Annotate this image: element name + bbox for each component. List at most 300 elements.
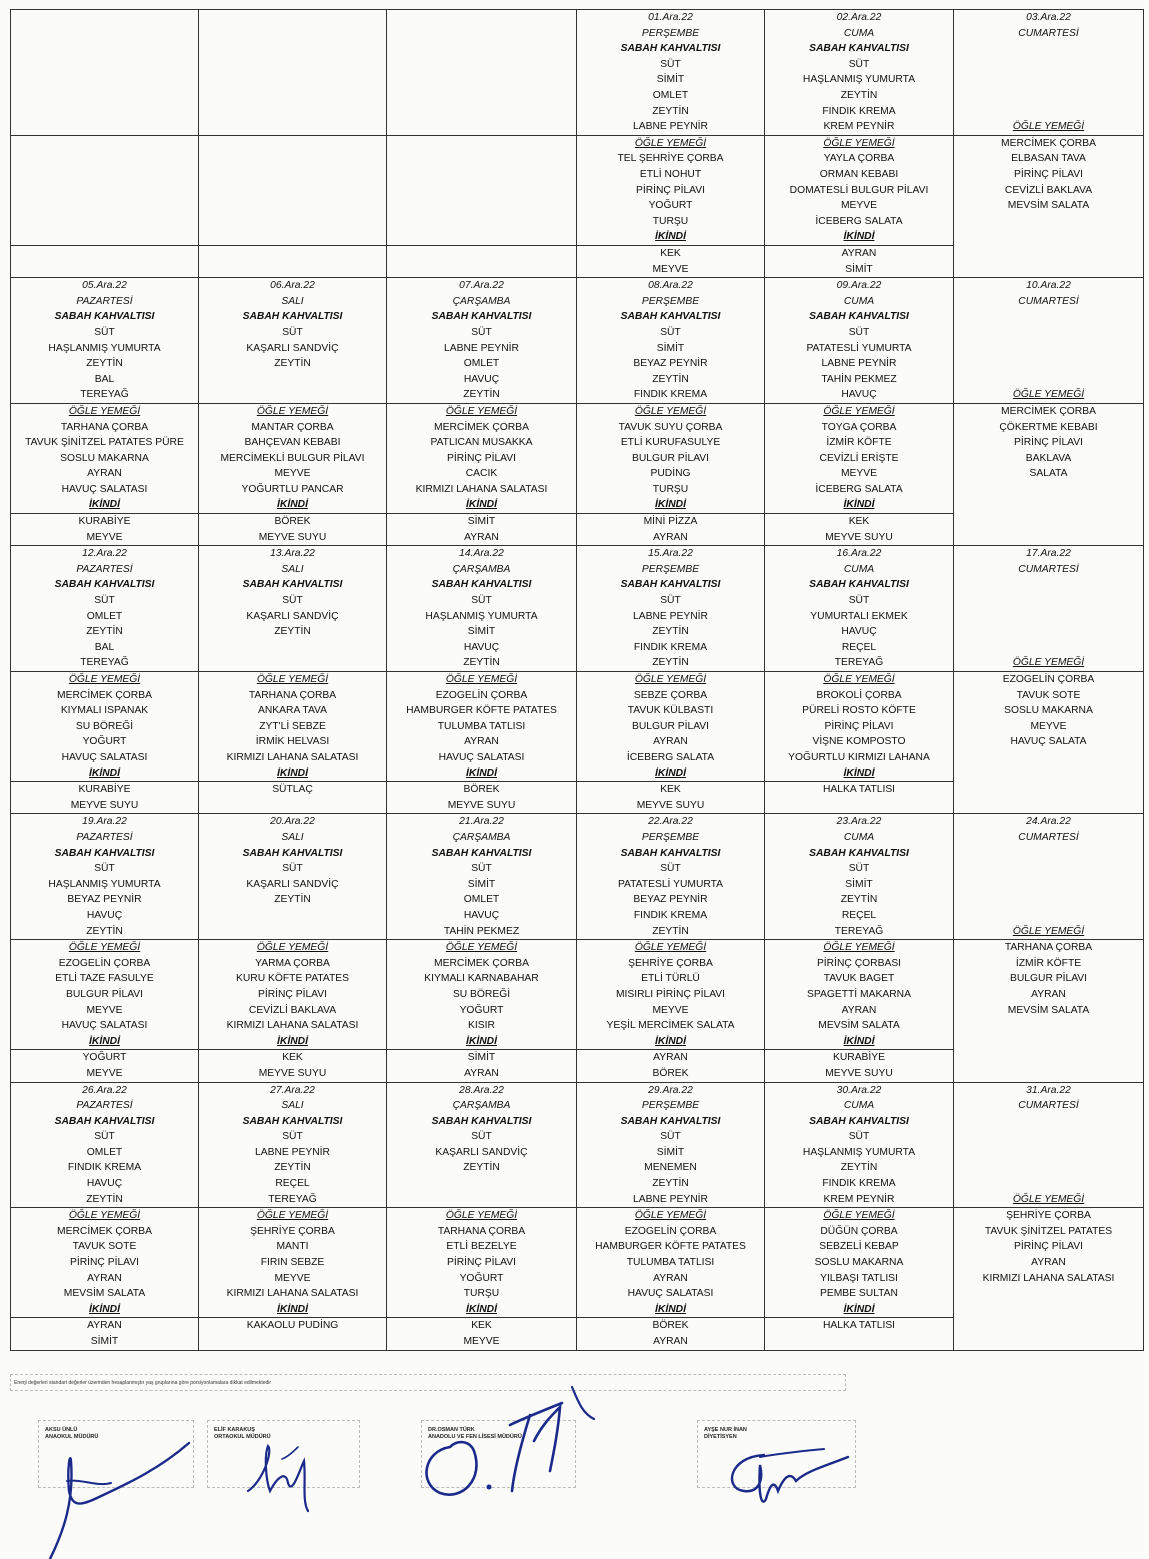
menu-item: KURABİYE [78,516,131,528]
menu-item: ŞEHRİYE ÇORBA [250,1225,335,1237]
menu-item: KEK [660,247,681,259]
menu-item: AYRAN [841,1004,877,1016]
menu-item: PİRİNÇ PİLAVI [1013,1241,1084,1253]
menu-item: PİRİNÇ ÇORBASI [816,957,902,969]
week-row [11,278,1144,404]
menu-item: MEVSİM SALATA [818,1020,900,1032]
day-snack-cell [577,782,765,814]
menu-item: MEVSİM SALATA [1007,1004,1090,1016]
menu-item: KEK [660,784,681,796]
menu-item: MEYVE [86,1004,123,1016]
lunch-heading: ÖĞLE YEMEĞİ [1012,389,1085,401]
lunch-heading: ÖĞLE YEMEĞİ [68,1210,141,1222]
day-breakfast-cell [199,1082,387,1208]
menu-item: HAVUÇ SALATASI [61,483,148,495]
menu-item: FIRIN SEBZE [260,1257,325,1269]
menu-item: MEYVE SUYU [258,1067,327,1079]
signer-title: ORTAOKUL MÜDÜRÜ [214,1433,271,1440]
day-lunch-cell [577,672,765,782]
menu-item: ZEYTİN [463,389,500,401]
menu-item: ETLİ TÜRLÜ [641,973,700,985]
menu-item: TOYGA ÇORBA [821,421,897,433]
menu-item: MEVSİM SALATA [63,1288,146,1300]
date-label: 26.Ara.22 [82,1084,127,1096]
lunch-heading: ÖĞLE YEMEĞİ [1012,925,1085,937]
day-breakfast-cell [765,814,954,940]
menu-item: HAVUÇ [841,626,877,638]
week-row-lunch [11,940,1144,1050]
menu-item: KEK [282,1052,303,1064]
menu-item: SÜT [660,1131,681,1143]
menu-item: AYRAN [87,1320,122,1332]
lunch-heading: ÖĞLE YEMEĞİ [445,942,518,954]
menu-item: OMLET [652,89,689,101]
date-label: 29.Ara.22 [648,1084,693,1096]
breakfast-heading: SABAH KAHVALTISI [242,847,343,859]
day-breakfast-cell [954,278,1144,404]
menu-item: KIYMALI ISPANAK [60,705,149,717]
day-breakfast-cell [387,278,577,404]
menu-item: SÜTLAÇ [272,784,313,796]
date-label: 09.Ara.22 [836,280,882,292]
menu-item: ZEYTİN [86,358,123,370]
breakfast-heading: SABAH KAHVALTISI [620,43,721,55]
menu-item: TARHANA ÇORBA [437,1225,526,1237]
menu-item: BÖREK [463,784,500,796]
menu-item: ZEYTİN [86,925,123,937]
day-lunch-cell [765,403,954,513]
day-lunch-cell [577,1208,765,1318]
snack-heading: İKİNDİ [466,1035,497,1047]
day-breakfast-cell [11,10,199,136]
snack-heading: İKİNDİ [277,499,308,511]
menu-item: SÜT [848,1131,870,1143]
menu-item: SİMİT [90,1336,119,1348]
spacer [954,1114,1143,1192]
breakfast-heading: SABAH KAHVALTISI [54,847,155,859]
day-snack-cell [11,245,199,277]
menu-item: HAŞLANMIŞ YUMURTA [802,1146,916,1158]
menu-item: SÜT [94,326,115,338]
menu-item: ZEYTİN [463,657,500,669]
week-row-lunch [11,135,1144,245]
day-name: PAZARTESİ [76,831,133,843]
day-lunch-cell [954,403,1144,545]
day-snack-cell [199,1318,387,1350]
menu-item: KEK [848,516,870,528]
menu-item: TAHİN PEKMEZ [443,925,520,937]
menu-item: HAVUÇ [463,641,500,653]
day-name: SALI [281,831,304,843]
menu-item: AYRAN [464,531,499,543]
day-name: ÇARŞAMBA [452,295,511,307]
day-lunch-cell [11,403,199,513]
lunch-heading: ÖĞLE YEMEĞİ [68,405,141,417]
day-breakfast-cell [954,10,1144,136]
menu-item: TARHANA ÇORBA [248,689,337,701]
menu-item: YOĞURT [459,1272,504,1284]
energy-note: Enerji değerleri standart değerler üzerinden hesaplanmıştır yaş gruplarına göre porsiyonlamalara dikkat edilmektedir [10,1374,846,1391]
day-breakfast-cell [765,546,954,672]
menu-item: YOĞURT [459,1004,504,1016]
week-row-lunch [11,403,1144,513]
menu-item: ANKARA TAVA [257,705,328,717]
day-name: CUMA [843,295,875,307]
menu-item: MİNİ PİZZA [643,516,698,528]
date-label: 01.Ara.22 [648,12,693,23]
breakfast-heading: SABAH KAHVALTISI [809,579,909,591]
breakfast-heading: SABAH KAHVALTISI [620,579,721,591]
day-breakfast-cell [577,814,765,940]
menu-item: MERCİMEK ÇORBA [1001,137,1096,149]
week-row-lunch [11,1208,1144,1318]
menu-item: TAVUK KÜLBASTI [627,705,714,717]
day-breakfast-cell [199,546,387,672]
menu-item: TEREYAĞ [834,925,884,937]
day-name: PERŞEMBE [641,831,700,843]
menu-item: KAŞARLI SANDVİÇ [246,342,339,354]
lunch-heading: ÖĞLE YEMEĞİ [823,137,895,149]
day-name: PAZARTESİ [76,295,133,307]
menu-item: BEYAZ PEYNİR [633,358,708,370]
date-label: 10.Ara.22 [1026,280,1071,292]
snack-heading: İKİNDİ [466,499,497,511]
menu-item: AYRAN [464,1067,499,1079]
day-lunch-cell [387,135,577,245]
menu-item: EZOGELİN ÇORBA [624,1225,717,1237]
menu-item: EZOGELİN ÇORBA [1002,674,1095,686]
menu-item: CEVİZLİ ERİŞTE [819,452,899,464]
menu-item: MEYVE [274,1272,311,1284]
handwritten-signature [422,1421,577,1489]
day-snack-cell [577,1050,765,1082]
snack-heading: İKİNDİ [89,1035,120,1047]
menu-item: HAVUÇ SALATASI [627,1288,714,1300]
day-name: SALI [281,563,304,575]
menu-item: BEYAZ PEYNİR [67,894,142,906]
menu-item: LABNE PEYNİR [633,121,708,133]
menu-item: REÇEL [841,909,877,921]
menu-item: SEBZE ÇORBA [633,689,708,701]
day-breakfast-cell [954,814,1144,940]
menu-item: YOĞURT [82,736,127,748]
day-name: PERŞEMBE [641,295,700,307]
menu-item: SÜT [848,326,870,338]
menu-item: PİRİNÇ PİLAVI [446,1257,517,1269]
day-snack-cell [387,514,577,546]
day-name: CUMA [843,563,875,575]
menu-item: ŞEHRİYE ÇORBA [1006,1210,1091,1222]
week-row [11,546,1144,672]
menu-item: TULUMBA TATLISI [437,720,526,732]
day-lunch-cell [199,135,387,245]
menu-item: AYRAN [653,1272,688,1284]
menu-item: MANTI [276,1241,309,1253]
menu-item: YOĞURT [648,200,693,212]
date-label: 14.Ara.22 [459,548,504,560]
spacer [954,309,1143,387]
menu-item: SİMİT [845,263,873,275]
lunch-heading: ÖĞLE YEMEĞİ [445,674,518,686]
menu-item: PİRİNÇ PİLAVI [257,988,328,1000]
menu-item: SÜT [471,863,492,875]
menu-item: SEBZELİ KEBAP [819,1241,899,1253]
menu-item: MEYVE [86,1067,123,1079]
menu-item: AYRAN [87,468,122,480]
breakfast-heading: SABAH KAHVALTISI [54,579,155,591]
day-snack-cell [765,1050,954,1082]
date-label: 07.Ara.22 [459,280,504,292]
menu-item: BAL [94,641,115,653]
menu-item: MEYVE SUYU [70,799,139,811]
day-name: CUMARTESİ [1018,1100,1079,1112]
menu-item: TURŞU [652,215,689,227]
menu-item: SOSLU MAKARNA [1004,705,1093,717]
day-name: CUMARTESİ [1018,831,1079,843]
day-lunch-cell [765,940,954,1050]
menu-item: PATLICAN MUSAKKA [430,437,533,449]
menu-item: TEREYAĞ [80,389,129,401]
menu-item: DÜĞÜN ÇORBA [820,1225,898,1237]
lunch-heading: ÖĞLE YEMEĞİ [634,674,707,686]
breakfast-heading: SABAH KAHVALTISI [809,311,909,323]
menu-item: ZEYTİN [274,1162,311,1174]
menu-item: AYRAN [653,1052,688,1064]
menu-item: SİMİT [845,878,873,890]
lunch-heading: ÖĞLE YEMEĞİ [256,674,329,686]
menu-item: YILBAŞI TATLISI [820,1272,898,1284]
day-snack-cell [11,514,199,546]
menu-item: YUMURTALI EKMEK [810,610,908,622]
menu-item: TAVUK SOTE [1016,689,1081,701]
menu-item: ORMAN KEBABI [819,168,899,180]
menu-item: BULGUR PİLAVI [631,452,710,464]
menu-item: HAVUÇ SALATASI [61,752,148,763]
day-snack-cell [577,1318,765,1350]
menu-item: REÇEL [841,641,877,653]
menu-item: OMLET [86,610,123,622]
menu-item: REÇEL [275,1178,310,1190]
menu-item: MERCİMEK ÇORBA [434,421,529,433]
signer-name: DR.OSMAN TÜRK [428,1427,475,1433]
menu-item: HALKA TATLISI [822,1320,896,1332]
day-breakfast-cell [11,1082,199,1208]
menu-item: KEK [471,1320,492,1332]
menu-item: KREM PEYNİR [823,1193,895,1205]
day-snack-cell [387,1318,577,1350]
menu-item: HAVUÇ [463,373,500,385]
day-breakfast-cell [199,278,387,404]
day-breakfast-cell [577,278,765,404]
day-lunch-cell [765,135,954,245]
date-label: 20.Ara.22 [270,816,315,828]
menu-item: ŞEHRİYE ÇORBA [628,957,713,969]
day-snack-cell [577,245,765,277]
breakfast-heading: SABAH KAHVALTISI [54,311,155,323]
menu-item: MEYVE SUYU [258,531,327,543]
menu-item: FINDIK KREMA [822,1178,896,1190]
day-breakfast-cell [387,10,577,136]
day-snack-cell [765,514,954,546]
menu-item: SU BÖREĞİ [75,720,134,732]
date-label: 03.Ara.22 [1026,12,1071,23]
menu-item: YOĞURTLU KIRMIZI LAHANA [788,752,930,763]
snack-heading: İKİNDİ [655,499,686,511]
menu-item: AYRAN [1031,988,1066,1000]
menu-item: HAVUÇ SALATASI [438,752,525,763]
menu-item: TURŞU [652,483,689,495]
breakfast-heading: SABAH KAHVALTISI [809,1115,909,1127]
date-label: 22.Ara.22 [648,816,693,828]
week-row [11,10,1144,136]
menu-item: SİMİT [656,1146,685,1158]
breakfast-heading: SABAH KAHVALTISI [809,847,909,859]
day-snack-cell [577,514,765,546]
menu-item: SÜT [660,863,681,875]
day-lunch-cell [11,135,199,245]
lunch-heading: ÖĞLE YEMEĞİ [823,405,895,417]
day-breakfast-cell [199,10,387,136]
menu-item: ZEYTİN [652,925,689,937]
menu-item: ZEYTİN [86,1193,123,1205]
menu-item: BULGUR PİLAVI [631,720,710,732]
snack-heading: İKİNDİ [466,1303,497,1315]
menu-item: OMLET [86,1146,123,1158]
breakfast-heading: SABAH KAHVALTISI [431,311,532,323]
menu-item: SÜT [282,863,303,875]
breakfast-heading: SABAH KAHVALTISI [431,847,532,859]
menu-item: HAŞLANMIŞ YUMURTA [802,74,916,86]
day-lunch-cell [11,1208,199,1318]
menu-item: SÜT [471,326,492,338]
menu-item: İZMİR KÖFTE [826,437,892,449]
menu-item: ZEYTİN [274,894,311,906]
day-breakfast-cell [11,546,199,672]
menu-item: KIRMIZI LAHANA SALATASI [226,752,359,763]
day-lunch-cell [199,1208,387,1318]
menu-item: ZEYTİN [274,626,311,638]
breakfast-heading: SABAH KAHVALTISI [242,311,343,323]
day-name: CUMARTESİ [1018,295,1079,307]
menu-item: HALKA TATLISI [822,784,896,796]
menu-item: TAVUK SUYU ÇORBA [618,421,723,433]
menu-item: SÜT [471,595,492,607]
menu-item: AYRAN [1031,1257,1066,1269]
day-name: PAZARTESİ [76,1100,133,1112]
menu-item: MEYVE [1030,720,1067,732]
menu-item: LABNE PEYNİR [633,610,708,622]
menu-item: MERCİMEK ÇORBA [57,1225,152,1237]
menu-item: SÜT [94,863,115,875]
menu-item: FINDIK KREMA [633,641,708,653]
menu-item: TAVUK BAGET [823,973,895,985]
menu-item: MEYVE SUYU [447,799,516,811]
menu-item: BÖREK [652,1067,689,1079]
date-label: 30.Ara.22 [836,1084,882,1096]
date-label: 08.Ara.22 [648,280,693,292]
menu-item: MERCİMEK ÇORBA [57,689,152,701]
menu-item: YEŞİL MERCİMEK SALATA [606,1020,735,1032]
menu-item: HAVUÇ [463,909,500,921]
menu-item: MEYVE [840,468,878,480]
menu-item: BÖREK [274,516,311,528]
snack-heading: İKİNDİ [89,767,120,779]
week-row-lunch [11,672,1144,782]
menu-item: TEREYAĞ [268,1193,317,1205]
menu-item: SÜT [282,1131,303,1143]
day-snack-cell [199,514,387,546]
handwritten-signature [698,1421,857,1489]
menu-item: PİRİNÇ PİLAVI [69,1257,140,1269]
menu-item: TAVUK SOTE [72,1241,137,1253]
day-name: CUMA [843,1100,875,1112]
menu-item: İRMİK HELVASI [255,736,330,748]
date-label: 27.Ara.22 [270,1084,315,1096]
menu-item: TURŞU [463,1288,500,1300]
day-lunch-cell [954,940,1144,1082]
menu-item: SÜT [660,326,681,338]
snack-heading: İKİNDİ [655,1303,686,1315]
menu-item: AYRAN [653,736,688,748]
menu-item: PİRİNÇ PİLAVI [1013,168,1084,180]
date-label: 31.Ara.22 [1026,1084,1071,1096]
menu-item: KAŞARLI SANDVİÇ [246,610,339,622]
menu-item: EZOGELİN ÇORBA [435,689,528,701]
day-name: PERŞEMBE [641,563,700,575]
lunch-heading: ÖĞLE YEMEĞİ [256,1210,329,1222]
menu-item: ZEYTİN [652,105,689,117]
breakfast-heading: SABAH KAHVALTISI [431,1115,532,1127]
menu-item: HAŞLANMIŞ YUMURTA [48,878,161,890]
snack-heading: İKİNDİ [843,499,875,511]
date-label: 16.Ara.22 [836,548,882,560]
menu-item: FINDIK KREMA [633,909,708,921]
menu-item: PATATESLİ YUMURTA [806,342,912,354]
date-label: 24.Ara.22 [1026,816,1071,828]
menu-item: MEVSİM SALATA [1007,200,1090,212]
menu-item: PİRİNÇ PİLAVI [446,452,517,464]
menu-item: ZEYTİN [652,373,689,385]
menu-item: BROKOLİ ÇORBA [816,689,902,701]
breakfast-heading: SABAH KAHVALTISI [431,579,532,591]
date-label: 28.Ara.22 [459,1084,504,1096]
day-breakfast-cell [577,546,765,672]
snack-heading: İKİNDİ [89,1303,120,1315]
menu-item: ZEYTİN [274,358,311,370]
menu-item: ETLİ BEZELYE [446,1241,517,1253]
menu-item: SÜT [848,58,870,70]
snack-heading: İKİNDİ [277,1035,308,1047]
snack-heading: İKİNDİ [843,767,875,779]
lunch-heading: ÖĞLE YEMEĞİ [445,405,518,417]
lunch-heading: ÖĞLE YEMEĞİ [1012,121,1085,133]
lunch-heading: ÖĞLE YEMEĞİ [256,942,329,954]
menu-item: PUDİNG [650,468,691,480]
snack-heading: İKİNDİ [655,767,686,779]
day-lunch-cell [199,403,387,513]
menu-item: BULGUR PİLAVI [1009,973,1088,985]
day-lunch-cell [199,672,387,782]
signature-block-high-school [421,1420,576,1488]
day-breakfast-cell [11,278,199,404]
day-snack-cell [11,1050,199,1082]
menu-item: KAKAOLU PUDİNG [246,1320,339,1332]
day-breakfast-cell [199,814,387,940]
menu-item: SÜT [94,1131,115,1143]
menu-item: MEYVE [652,1004,689,1016]
day-name: PAZARTESİ [76,563,133,575]
menu-item: LABNE PEYNİR [821,358,897,370]
